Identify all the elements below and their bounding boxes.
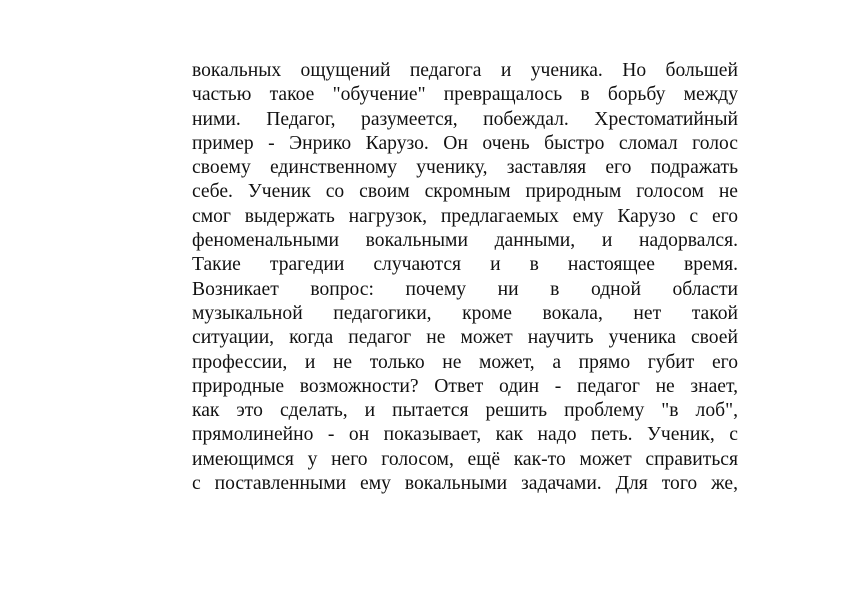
- text-line-2: частью такое "обучение" превращалось в борьбу между: [192, 84, 738, 106]
- text-line-18: с поставленными ему вокальными задачами. Для того же,: [192, 473, 738, 495]
- text-line-12: ситуации, когда педагог не может научить ученика своей: [192, 327, 738, 349]
- text-line-4: пример - Энрико Карузо. Он очень быстро сломал голос: [192, 132, 738, 154]
- text-line-10: Возникает вопрос: почему ни в одной области: [192, 278, 738, 300]
- text-line-9: Такие трагедии случаются и в настоящее время.: [192, 254, 738, 276]
- body-text: [192, 59, 738, 496]
- text-line-6: себе. Ученик со своим скромным природным голосом не: [192, 181, 738, 203]
- text-line-1: вокальных ощущений педагога и ученика. Но большей: [192, 60, 738, 81]
- text-line-17: имеющимся у него голосом, ещё как-то может справиться: [192, 448, 738, 470]
- text-line-15: как это сделать, и пытается решить проблему "в лоб",: [192, 400, 738, 422]
- text-line-3: ними. Педагог, разумеется, побеждал. Хрестоматийный: [192, 108, 738, 130]
- text-line-7: смог выдержать нагрузок, предлагаемых ему Карузо с его: [192, 205, 738, 227]
- text-line-5: своему единственному ученику, заставляя его подражать: [192, 157, 738, 179]
- text-line-14: природные возможности? Ответ один - педагог не знает,: [192, 375, 738, 397]
- text-line-16: прямолинейно - он показывает, как надо петь. Ученик, с: [192, 424, 738, 446]
- text-line-11: музыкальной педагогики, кроме вокала, нет такой: [192, 302, 738, 324]
- text-line-13: профессии, и не только не может, а прямо губит его: [192, 351, 738, 373]
- text-line-8: феноменальными вокальными данными, и надорвался.: [192, 230, 738, 252]
